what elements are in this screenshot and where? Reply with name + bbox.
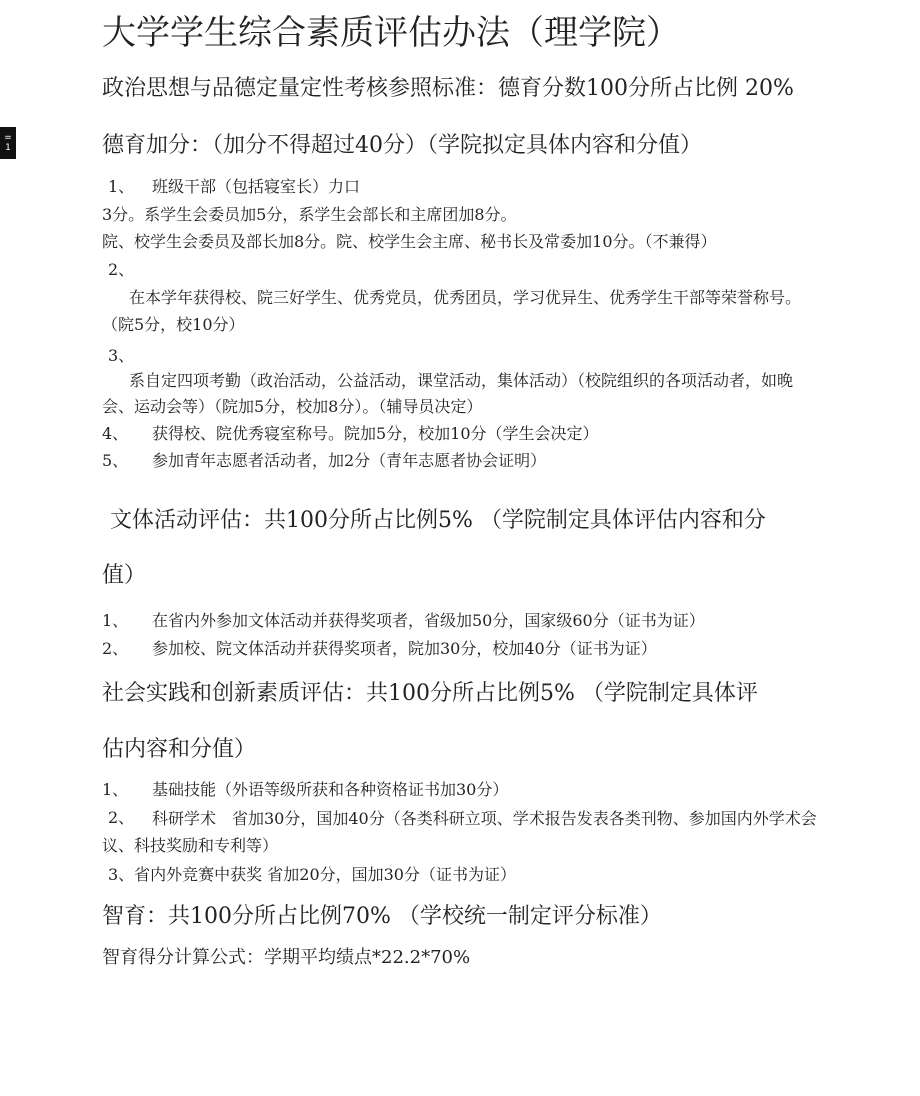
moral-item-3-num: 3、 (108, 346, 135, 365)
sports-item-1-text: 在省内外参加文体活动并获得奖项者，省级加50分，国家级60分（证书为证） (152, 611, 705, 630)
moral-item-2-num: 2、 (108, 260, 135, 279)
moral-item-5-text: 参加青年志愿者活动者，加2分（青年志愿者协会证明） (152, 451, 547, 470)
social-item-3-text: 3、省内外竞赛中获奖 省加20分，国加30分（证书为证） (108, 865, 516, 884)
social-heading-line-1: 社会实践和创新素质评估：共100分所占比例5% （学院制定具体评 (102, 681, 758, 706)
side-marker-top: = (4, 133, 12, 143)
intellect-formula: 智育得分计算公式：学期平均绩点*22.2*70% (102, 947, 471, 968)
moral-item-3-text: 系自定四项考勤（政治活动，公益活动，课堂活动，集体活动）（校院组织的各项活动者，如晚会、运动会等）（院加5分，校加8分）。（辅导员决定） (102, 371, 794, 416)
sports-item-1-num: 1、 (102, 611, 129, 630)
moral-item-5-num: 5、 (102, 451, 129, 470)
intellect-heading: 智育：共100分所占比例70% （学校统一制定评分标准） (102, 904, 662, 929)
social-item-1-num: 1、 (102, 780, 129, 799)
moral-item-1-text: 班级干部（包括寝室长）力口 (152, 177, 361, 196)
moral-item-4-text: 获得校、院优秀寝室称号。院加5分，校加10分（学生会决定） (152, 424, 599, 443)
sports-heading-line-1: 文体活动评估：共100分所占比例5% （学院制定具体评估内容和分 (110, 508, 766, 533)
sports-item-2-num: 2、 (102, 639, 129, 658)
social-item-2-text: 科研学术 省加30分，国加40分（各类科研立项、学术报告发表各类刊物、参加国内外学术会议、科技奖励和专利等） (102, 809, 817, 855)
side-marker (0, 127, 16, 159)
moral-bonus-heading: 德育加分：（加分不得超过40分）（学院拟定具体内容和分值） (102, 133, 702, 158)
moral-item-1-num: 1、 (108, 177, 135, 196)
side-marker-bottom: 1 (5, 143, 11, 153)
moral-item-2-text: 在本学年获得校、院三好学生、优秀党员，优秀团员，学习优异生、优秀学生干部等荣誉称号。（院5分，校10分） (102, 288, 802, 334)
moral-item-4-num: 4、 (102, 424, 129, 443)
sports-item-2-text: 参加校、院文体活动并获得奖项者，院加30分，校加40分（证书为证） (152, 639, 657, 658)
moral-standard: 政治思想与品德定量定性考核参照标准：德育分数100分所占比例 20% (102, 76, 794, 101)
sports-heading-line-2: 值） (102, 563, 147, 588)
moral-item-1-line-3: 院、校学生会委员及部长加8分。院、校学生会主席、秘书长及常委加10分。（不兼得） (102, 232, 717, 251)
social-item-2-num: 2、 (108, 808, 135, 827)
social-heading-line-2: 估内容和分值） (102, 737, 257, 762)
moral-item-1-line-2: 3分。系学生会委员加5分，系学生会部长和主席团加8分。 (102, 205, 517, 224)
page-title: 大学学生综合素质评估办法（理学院） (102, 13, 680, 53)
social-item-1-text: 基础技能（外语等级所获和各种资格证书加30分） (152, 780, 509, 799)
